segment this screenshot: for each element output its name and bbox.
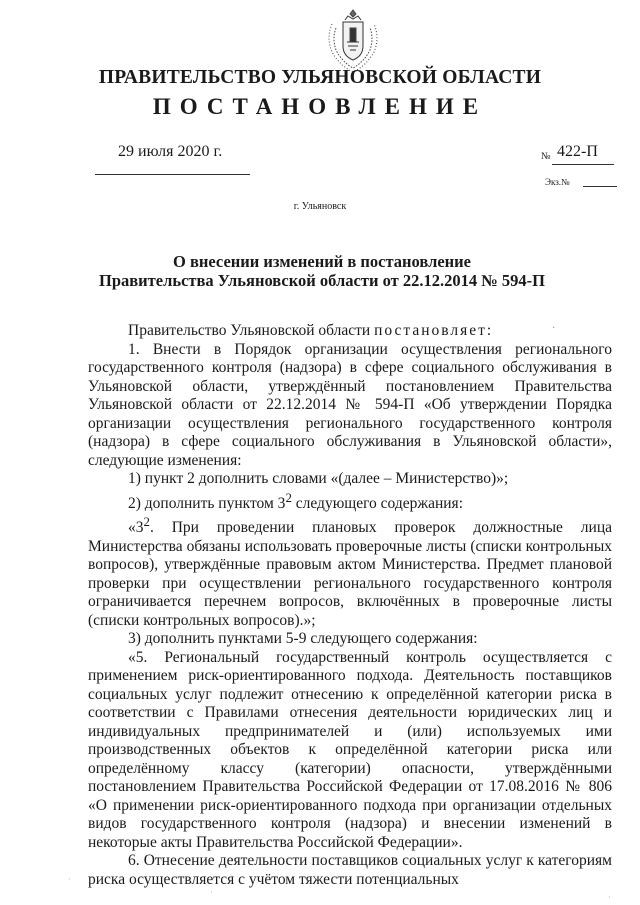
paragraph-quote-3-2 bbox=[88, 513, 612, 630]
paragraph-1: 1. Внести в Порядок организации осуществления регионального государственного контроля (надзора) в сфере социального обслуживания в Ульяновской области, утверждённый постановлением Правительства Ульяновской области от 22.12.2014 № 594-П «Об утверждении Порядка организации осуществления регионального государственного контроля (надзора) в сфере социального обслуживания в Ульяновской области», следующие изменения: bbox=[88, 340, 612, 469]
copy-number-label: Экз.№ bbox=[545, 177, 570, 187]
number-underline bbox=[552, 164, 614, 165]
paragraph-1-2-sup: 2 bbox=[285, 489, 292, 505]
scan-mark: · bbox=[210, 888, 213, 897]
date-underline bbox=[95, 174, 250, 175]
document-body bbox=[88, 322, 612, 889]
paragraph-1-2 bbox=[88, 489, 612, 514]
city: г. Ульяновск bbox=[293, 201, 347, 212]
paragraph-1-3: 3) дополнить пунктами 5-9 следующего содержания: bbox=[128, 630, 478, 648]
coat-of-arms-emblem bbox=[326, 6, 380, 74]
document-type: ПОСТАНОВЛЕНИЕ bbox=[152, 94, 488, 119]
number-label: № bbox=[541, 151, 551, 162]
paragraph-1-2-text-a: 2) дополнить пунктом 3 bbox=[128, 494, 286, 512]
document-date: 29 июля 2020 г. bbox=[118, 143, 223, 160]
paragraph-quote-5: «5. Региональный государственный контроль осуществляется с применением риск-ориентированного подхода. Деятельность поставщиков социальных услуг подлежит отнесению к определённой категории риска в соответствии с Правилами отнесения деятельности юридических лиц и индивидуальных предпринимателей и (или) используемых ими производственных объектов к определённой категории риска или определённому классу (категории) опасности, утверждёнными постановлением Правительства Российской Федерации от 17.08.2016 № 806 «О применении риск-ориентированного подхода при организации отдельных видов государственного контроля (надзора) и внесении изменений в некоторые акты Правительства Российской Федерации». bbox=[88, 648, 612, 851]
scan-mark: · bbox=[552, 323, 556, 334]
quote-3-2-text-b: . При проведении плановых проверок должностные лица Министерства обязаны использовать проверочные листы (списки контрольных вопросов), утверждённые правовым актом Министерства. Предмет плановой проверки при осуществлении регионального государственного контроля ограничивается перечнем вопросов, включённых в проверочные листы (списки контрольных вопросов).»; bbox=[88, 519, 612, 629]
paragraph-1-1: 1) пункт 2 дополнить словами «(далее – Министерство)»; bbox=[128, 470, 509, 487]
quote-3-2-text-a: «3 bbox=[128, 519, 144, 537]
organization-name: ПРАВИТЕЛЬСТВО УЛЬЯНОВСКОЙ ОБЛАСТИ bbox=[98, 67, 542, 88]
scan-mark: · bbox=[68, 875, 71, 884]
quote-3-2-sup: 2 bbox=[143, 514, 150, 530]
document-title bbox=[60, 252, 584, 290]
title-line-1: О внесении изменений в постановление bbox=[173, 252, 471, 271]
copy-number-underline bbox=[583, 186, 617, 187]
scan-mark: · bbox=[608, 893, 611, 902]
paragraph-1-2-text-b: следующего содержания: bbox=[291, 494, 463, 512]
paragraph-quote-6: 6. Отнесение деятельности поставщиков социальных услуг к категориям риска осуществляется с учётом тяжести потенциальных bbox=[88, 852, 612, 888]
preamble-resolves: постановляет: bbox=[374, 322, 494, 339]
preamble bbox=[88, 322, 612, 341]
preamble-text: Правительство Ульяновской области bbox=[128, 322, 371, 339]
document-number: 422-П bbox=[557, 143, 598, 160]
title-line-2: Правительства Ульяновской области от 22.12.2014 № 594-П bbox=[99, 271, 545, 290]
